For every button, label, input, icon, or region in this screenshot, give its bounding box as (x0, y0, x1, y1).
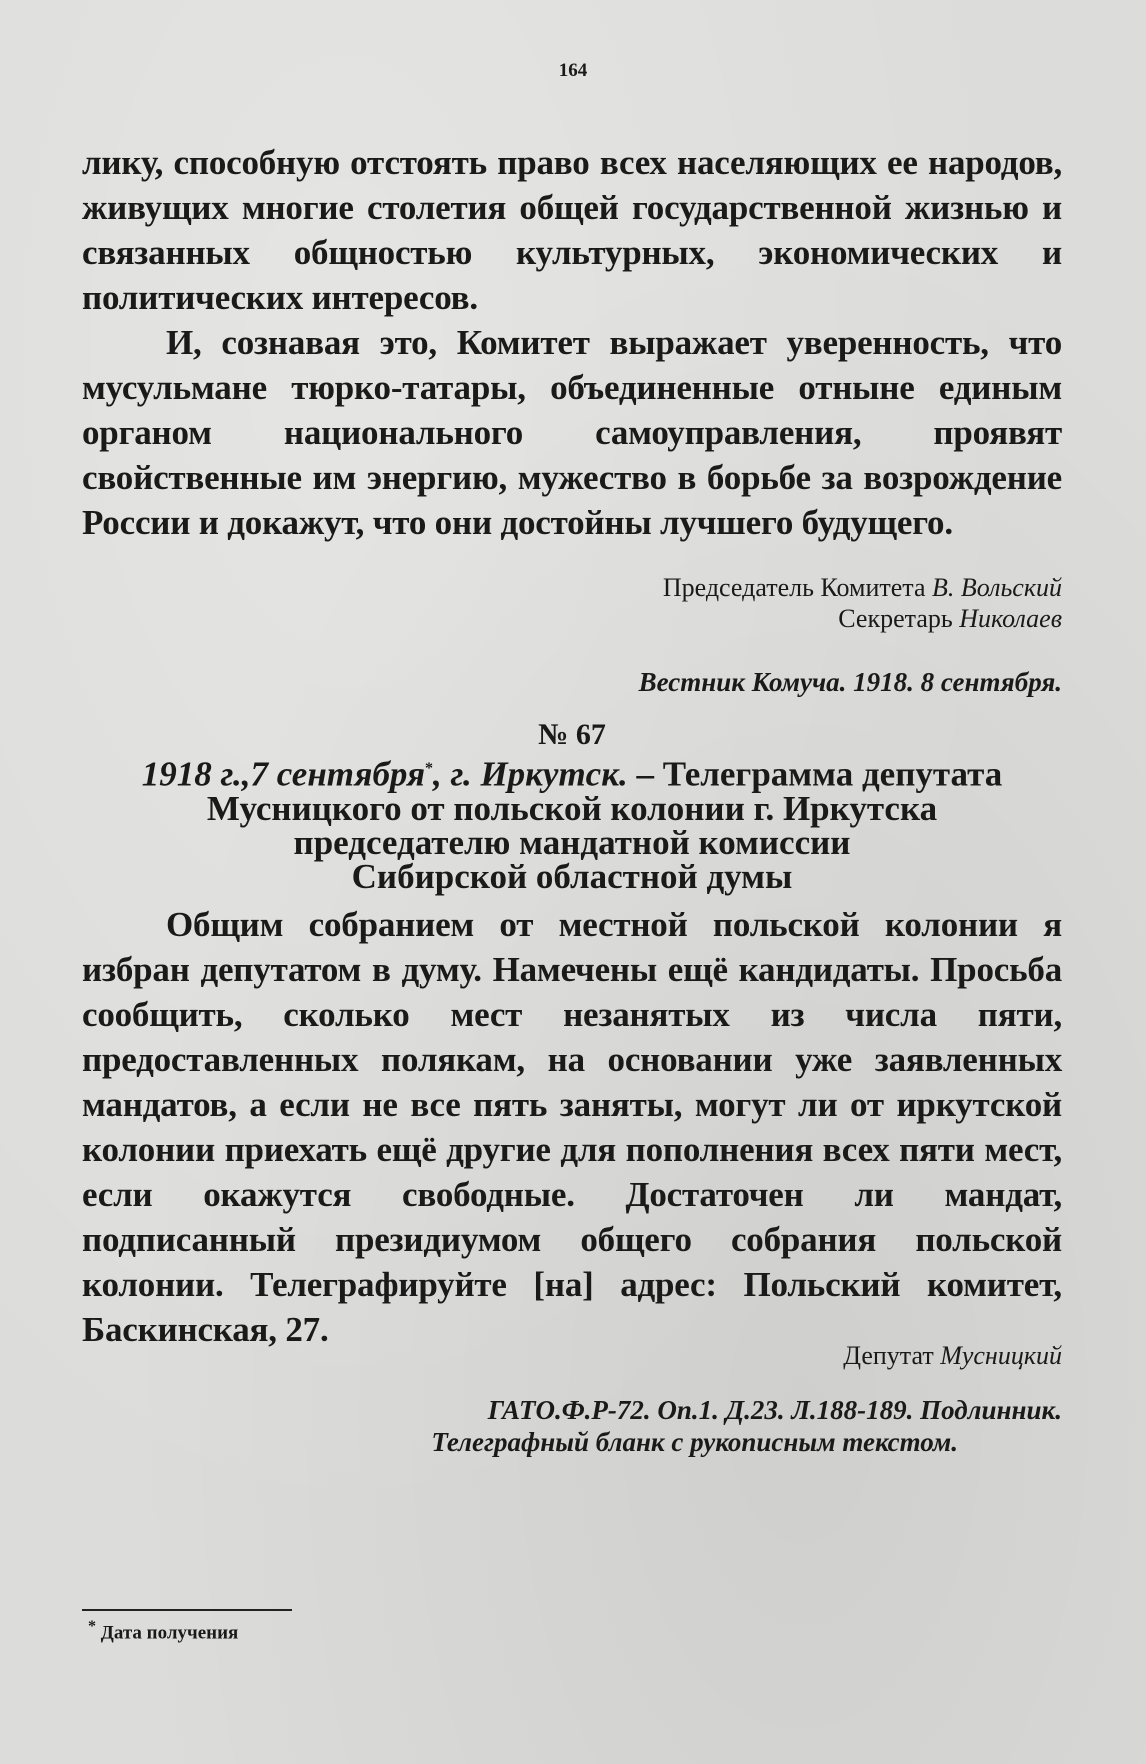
source-line-2: Телеграфный бланк с рукописным текстом. (431, 1427, 958, 1457)
footnote-marker: * (424, 760, 433, 777)
document-heading (82, 718, 1062, 894)
signature-role: Председатель Комитета (662, 573, 926, 602)
signature-chairman (82, 572, 1062, 603)
document-number: № 67 (538, 718, 606, 751)
source-citation-1: Вестник Комуча. 1918. 8 сентября. (638, 667, 1062, 697)
document-title-line-1 (82, 752, 1062, 792)
footnote-divider (82, 1609, 292, 1611)
body-lower (82, 902, 1062, 1352)
signature-role: Секретарь (838, 604, 953, 633)
document-title-line-2: Мусницкого от польской колонии г. Иркутска (206, 788, 938, 828)
paragraph-1: лику, способную отстоять право всех населяющих ее народов, живущих многие столетия общей государственной жизнью и связанных общностью культурных, экономических и политических интересов. (82, 143, 1062, 317)
paragraph-2: И, сознавая это, Комитет выражает уверенность, что мусульмане тюрко-татары, объединенные отныне единым органом национального самоуправления, проявят свойственные им энергию, мужество в борьбе за возрождение России и докажут, что они достойны лучшего будущего. (82, 323, 1062, 542)
signature-name: Мусницкий (940, 1341, 1062, 1370)
page-number: 164 (558, 60, 588, 81)
footnote-mark: * (88, 1618, 96, 1635)
title-date: 1918 г.,7 сентября (141, 754, 425, 794)
document-title-line-4: Сибирской областной думы (351, 856, 793, 896)
footnote-text: Дата получения (100, 1622, 239, 1644)
title-text: – Телеграмма депутата (627, 754, 1003, 794)
signature-secretary (82, 603, 1062, 634)
signature-block-2 (82, 1340, 1062, 1371)
signature-role: Депутат (843, 1341, 934, 1370)
signature-name: В. Вольский (932, 573, 1062, 602)
source-citation-2 (82, 1394, 1062, 1458)
document-title-line-3: председателю мандатной комиссии (293, 822, 851, 862)
source-line-1: ГАТО.Ф.Р-72. Оп.1. Д.23. Л.188-189. Подлинник. (487, 1395, 1062, 1425)
signature-block-1 (82, 572, 1062, 634)
body-upper (82, 140, 1062, 545)
footnote (88, 1618, 238, 1644)
paragraph-3: Общим собранием от местной польской колонии я избран депутатом в думу. Намечены ещё кандидаты. Просьба сообщить, сколько мест незанятых из числа пяти, предоставленных полякам, на основании уже заявленных мандатов, а если не все пять заняты, могут ли от иркутской колонии приехать ещё другие для пополнения всех пяти мест, если окажутся свободные. Достаточен ли мандат, подписанный президиумом общего собрания польской колонии. Телеграфируйте [на] адрес: Польский комитет, Баскинская, 27. (82, 905, 1062, 1349)
signature-name: Николаев (959, 604, 1062, 633)
title-place: , г. Иркутск. (432, 754, 628, 794)
